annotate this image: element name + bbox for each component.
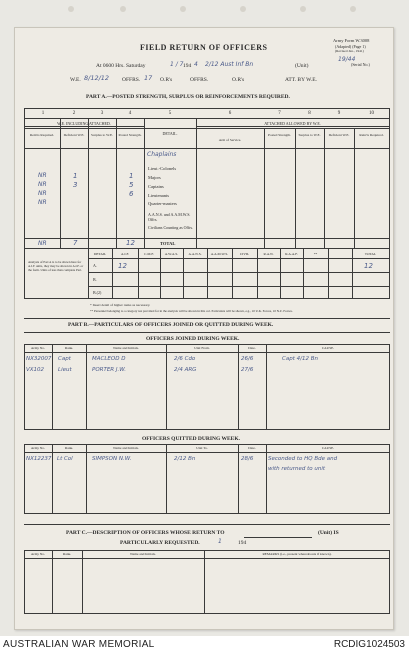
footer-source: AUSTRALIAN WAR MEMORIAL [3,639,155,650]
quitted-hdr-name: Name and Initials. [113,446,139,450]
date-hand: 1 / 7 [170,61,184,68]
hand-nr-4: NR [38,199,47,206]
unit-label: (Unit) [295,63,309,69]
archive-footer [0,636,409,653]
note-1: * Insert detail of higher ranks as necessary. [90,303,151,307]
hand-posted-2: 5 [129,181,134,189]
part-c-title-a: PART C.—DESCRIPTION OF OFFICERS WHOSE RETURN TO [66,530,225,536]
analysis-col-awas: A.W.A.S. [164,252,179,256]
serial-number: 19/44 [338,56,356,63]
total-nr: NR [38,240,47,247]
joined-hdr-name: Name and Initials. [113,346,139,350]
quitted-hdr-rank: Rank. [64,446,74,450]
analysis-col-aamws: A.A.M.W.S. [210,252,229,256]
quitted-row1-name: SIMPSON N.W. [92,456,132,462]
joined-row1-cause: Capt 4/12 Bn [282,356,318,362]
year-label: 194 [183,63,192,69]
joined-row2-unit: 2/4 ARG [174,367,197,373]
col-num-6: 6 [228,111,232,116]
col-num-5: 5 [168,111,172,116]
joined-row1-rank: Capt [58,356,71,362]
hdr-posted-r: Posted Strength. [268,133,291,137]
analysis-col-other: ** [313,252,318,256]
at-line: At 0600 Hrs. Saturday [96,63,146,69]
quitted-row1-cause2: with returned to unit [268,466,326,472]
analysis-col-aans: A.A.N.S. [188,252,202,256]
joined-row1-unit: 2/6 Cdo [174,356,196,362]
detail-ltcol: Lieut.-Colonels [148,166,177,171]
analysis-col-aif: A.I.F. [121,252,129,256]
quitted-row1-date: 28/6 [241,456,254,462]
quitted-table [24,444,390,514]
hdr-deficient: Deficient W.E. [63,133,85,137]
joined-row1-no: NX32007 [26,356,52,362]
analysis-col-civil: CIVIL [239,252,250,256]
detail-aans: A.A.N.S. and A.A.M.W.S. Offrs. [148,212,191,222]
ors2-label: O.R's [232,77,245,83]
col-num-8: 8 [308,111,311,116]
col-num-2: 2 [72,111,76,116]
hdr-surplus: Surplus to W.E. [91,133,113,137]
hand-def-1: 1 [73,172,78,180]
quitted-title: OFFICERS QUITTED DURING WEEK. [142,436,240,442]
hdr-reints: Rein'ts Required. [29,133,55,137]
form-title: FIELD RETURN OF OFFICERS [140,43,268,52]
hdr-detail: DETAIL. [162,131,178,136]
part-c-title-b: PARTICULARLY REQUESTED. [120,540,200,546]
detail-captains: Captains [148,184,164,189]
analysis-col-raaf: R.A.A.F. [285,252,298,256]
hdr-arm: Arm of Service. [218,138,242,142]
ors-label: O.R's [160,77,173,83]
hdr-deficient-r: Deficient W.E. [328,133,350,137]
analysis-col-ran: R.A.N. [263,252,274,256]
hand-def-2: 3 [73,181,78,189]
part-c-hdr-remarks: REMARKS (i.e., present whereabouts if known). [262,552,332,556]
joined-hdr-rank: Rank. [64,346,74,350]
offrs2-label: OFFRS. [190,77,209,83]
part-c-hdr-name: Name and Initials. [130,552,156,556]
detail-majors: Majors [148,175,161,180]
quitted-hdr-cause: CAUSE. [321,446,335,450]
part-c-year-hand: 1 [218,538,222,545]
hand-posted-1: 1 [129,172,134,180]
serial-label: (Serial No.) [351,62,370,67]
note-2: ** Personnel belonging to a category not provided for in the analysis will be shown in this col. Particulars will be shown, e.g., 10 U.K. Forces, 10 N.Z. Forces. [90,309,293,313]
joined-row2-rank: Lieut [58,367,72,373]
joined-table [24,344,390,430]
col-num-10: 10 [369,111,374,116]
part-b-title: PART B.—PARTICULARS OF OFFICERS JOINED OR QUITTED DURING WEEK. [68,322,274,328]
joined-row2-name: PORTER J.W. [92,367,126,373]
part-c-year: 194 [238,540,247,546]
footer-id: RCDIG1024503 [333,639,405,650]
total-label: TOTAL [160,241,176,246]
punch-holes [0,0,409,24]
analysis-row-a: A. [93,263,97,268]
quitted-row1-no: NX12237 [26,456,52,462]
part-c-title-unit: (Unit) IS [318,530,339,536]
hand-posted-3: 6 [129,190,134,198]
quitted-hdr-no: Army No. [30,446,46,450]
hand-nr-1: NR [38,172,47,179]
we-label: W.E. [70,77,81,83]
att-label: ATT. BY W.E. [285,77,317,83]
analysis-side-note: Analysis of Part A is to be shown here for A.I.F. units, they may be shown in A.I.F. or the form. Units of less than complete Part. [28,260,84,273]
part-c-table [24,550,390,614]
analysis-col-cmf: C.M.F. [144,252,154,256]
we-hand: 8/12/12 [84,74,110,82]
joined-row1-date: 26/6 [241,356,254,362]
joined-title: OFFICERS JOINED DURING WEEK. [146,336,240,342]
col-num-9: 9 [337,111,341,116]
unit-hand: 2/12 Aust Inf Bn [205,61,254,68]
attached-group-header: ATTACHED ALLOWED BY W.E. [264,121,321,126]
hand-nr-3: NR [38,190,47,197]
hdr-posted: Posted Strength. [118,133,142,137]
col-num-1: 1 [41,111,45,116]
total-deficient: 7 [73,239,78,247]
analysis-row-b2: B.(2) [93,290,102,295]
total-posted: 12 [126,239,135,247]
joined-row2-no: VX102 [26,367,45,373]
quitted-row1-cause: Seconded to HQ Bde and [268,456,338,462]
quitted-row1-unit: 2/12 Bn [174,456,196,462]
part-a-title: PART A.—POSTED STRENGTH, SURPLUS OR REINFORCEMENTS REQUIRED. [86,94,290,100]
col-num-3: 3 [100,111,104,116]
col-num-4: 4 [128,111,132,116]
form-ref-2: (Adapted) (Page 1) [335,44,366,49]
hand-nr-2: NR [38,181,47,188]
analysis-aif-hand: 12 [118,262,127,270]
joined-hdr-no: Army No. [30,346,46,350]
form-ref-3: (Revised Jan., 1941) [335,49,364,53]
part-c-hdr-rank: Rank. [62,552,72,556]
joined-hdr-date: Date. [248,346,256,350]
offrs-hand: 17 [144,74,153,82]
part-c-hdr-no: Army No. [30,552,46,556]
quitted-row1-rank: Lt Col [57,456,73,462]
analysis-detail-label: DETAIL [93,252,107,256]
detail-hand-chaplains: Chaplains [147,151,177,158]
detail-lieutenants: Lieutenants [148,193,169,198]
detail-qm: Quarter-masters [148,201,177,206]
we-group-header: W.E. INCLUDING ATTACHED. [57,121,111,126]
analysis-total-hand: 12 [364,262,373,270]
analysis-col-total: TOTAL [364,252,377,256]
joined-row2-date: 27/6 [241,367,254,373]
joined-row1-name: MACLEOD D [92,356,126,362]
col-num-7: 7 [278,111,281,116]
quitted-hdr-unit: Unit To. [196,446,208,450]
joined-hdr-cause: CAUSE. [321,346,335,350]
form-ref-1: Army Form W.3008 [333,38,370,43]
year-hand: 4 [194,61,198,68]
analysis-row-b: B. [93,277,97,282]
hdr-surplus-r: Surplus to W.E. [298,133,321,137]
joined-hdr-unit: Unit From. [194,346,210,350]
quitted-hdr-date: Date. [248,446,256,450]
offrs-label: OFFRS. [122,77,141,83]
hdr-reints-r: Rein'ts Required. [359,133,384,137]
detail-civilians: Civilians Counting as Offrs. [148,225,194,230]
